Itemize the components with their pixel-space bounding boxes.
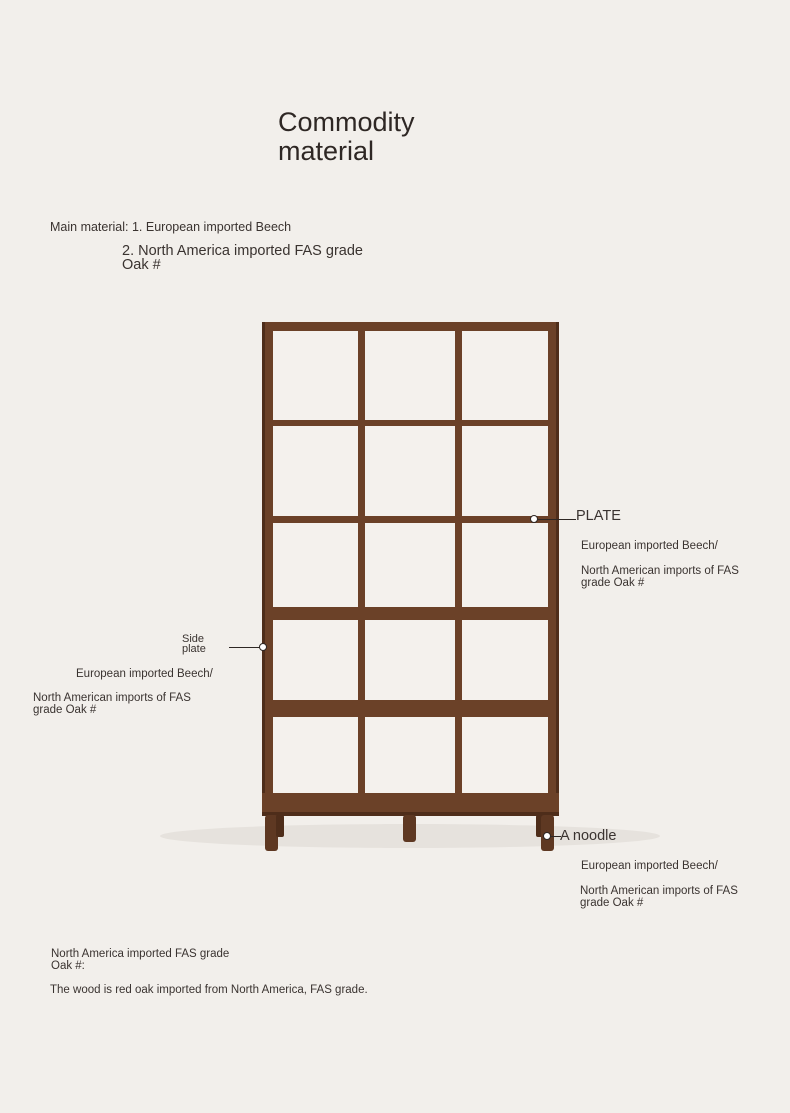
- shelf-2: [268, 516, 553, 523]
- noodle-desc1: European imported Beech/: [581, 860, 718, 872]
- plate-desc2: [581, 565, 739, 589]
- plate-pointer-dot: [530, 515, 538, 523]
- noodle-desc2b: grade Oak #: [580, 897, 644, 909]
- left-side-edge: [262, 322, 265, 816]
- cabinet-interior: [272, 330, 549, 796]
- main-material-line2a: 2. North America imported FAS grade: [122, 243, 363, 259]
- plate-desc2b: grade Oak #: [581, 577, 645, 589]
- noodle-desc2: [580, 885, 738, 909]
- side-plate-label-a: Side: [182, 633, 205, 645]
- side-plate-label: [182, 634, 206, 654]
- plate-pointer-line: [538, 519, 576, 520]
- divider-right: [455, 330, 462, 796]
- page-title-line2: material: [278, 136, 375, 166]
- side-plate-desc2a: North American imports of FAS: [33, 692, 191, 704]
- shelf-4: [268, 700, 553, 717]
- bottom-panel: [262, 793, 559, 815]
- side-plate-desc2: [33, 692, 191, 716]
- page-title-line1: Commodity: [278, 107, 415, 137]
- shelf-3: [268, 607, 553, 620]
- noodle-pointer-dot: [543, 832, 551, 840]
- plate-desc2a: North American imports of FAS: [581, 565, 739, 577]
- main-material-line1: Main material: 1. European imported Beech: [50, 220, 292, 234]
- side-plate-label-b: plate: [182, 643, 206, 655]
- leg-middle: [403, 815, 416, 842]
- shelf-1: [268, 420, 553, 426]
- divider-left: [358, 330, 365, 796]
- footer-heading-b: Oak #:: [51, 960, 85, 972]
- side-plate-desc1: European imported Beech/: [76, 668, 213, 680]
- footer-text: The wood is red oak imported from North America, FAS grade.: [50, 984, 368, 996]
- side-plate-pointer-line: [229, 647, 260, 648]
- right-side-edge: [556, 322, 559, 816]
- plate-label: PLATE: [576, 508, 621, 524]
- main-material-line2b: Oak #: [122, 257, 161, 273]
- plate-desc1: European imported Beech/: [581, 540, 718, 552]
- leg-back-left: [276, 815, 284, 837]
- footer-heading: [51, 948, 229, 972]
- side-plate-desc2b: grade Oak #: [33, 704, 97, 716]
- top-panel: [262, 322, 559, 331]
- side-plate-pointer-dot: [259, 643, 267, 651]
- noodle-desc2a: North American imports of FAS: [580, 885, 738, 897]
- noodle-label: A noodle: [560, 828, 617, 844]
- footer-heading-a: North America imported FAS grade: [51, 948, 230, 960]
